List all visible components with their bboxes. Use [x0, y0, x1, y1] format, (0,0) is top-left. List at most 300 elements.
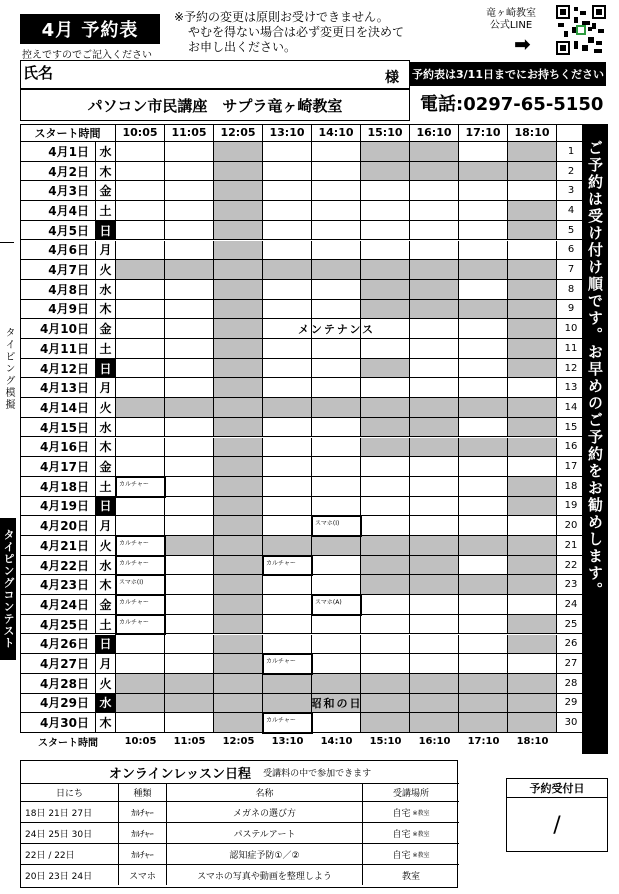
bring-deadline-banner: 予約表は3/11日までにお持ちください — [410, 62, 606, 86]
time-slot[interactable] — [361, 497, 410, 517]
time-slot[interactable] — [263, 221, 312, 241]
time-slot[interactable] — [165, 654, 214, 674]
time-slot — [165, 398, 214, 418]
time-slot[interactable] — [459, 477, 508, 497]
time-slot[interactable] — [312, 142, 361, 162]
time-slot[interactable] — [459, 359, 508, 379]
lesson-name: スマホの写真や動画を整理しよう — [167, 864, 363, 885]
time-slot — [214, 556, 263, 576]
time-slot — [361, 713, 410, 733]
row-number: 25 — [557, 615, 585, 635]
line-label-line: 公式LINE — [489, 20, 533, 31]
time-slot[interactable] — [312, 713, 361, 733]
time-slot — [214, 260, 263, 280]
time-slot — [361, 536, 410, 556]
time-slot[interactable] — [459, 516, 508, 536]
lesson-place-value: 自宅 — [392, 829, 411, 840]
row-number: 8 — [557, 280, 585, 300]
class-type-label: スマホ(I) — [119, 579, 144, 587]
time-slot[interactable] — [459, 142, 508, 162]
time-slot — [214, 654, 263, 674]
time-slot[interactable] — [459, 280, 508, 300]
weekday-cell: 日 — [96, 497, 116, 517]
time-slot[interactable] — [165, 221, 214, 241]
time-slot[interactable] — [312, 241, 361, 261]
date-cell: 4月27日 — [20, 654, 96, 674]
bottom-time-label: 13:10 — [271, 735, 304, 747]
time-slot[interactable] — [116, 635, 165, 655]
class-type-label: カルチャー — [266, 658, 296, 666]
time-slot[interactable] — [508, 457, 557, 477]
time-slot[interactable] — [116, 300, 165, 320]
time-slot[interactable] — [165, 556, 214, 576]
time-slot — [508, 201, 557, 221]
time-slot — [263, 398, 312, 418]
time-slot[interactable] — [165, 438, 214, 458]
lesson-place-note: ※教室 — [412, 851, 430, 859]
time-slot[interactable] — [312, 201, 361, 221]
lesson-name: メガネの選び方 — [167, 801, 363, 822]
time-slot[interactable] — [165, 713, 214, 733]
time-slot — [508, 398, 557, 418]
qr-code-icon[interactable] — [556, 5, 606, 55]
time-slot — [410, 556, 459, 576]
time-slot — [263, 674, 312, 694]
time-slot — [459, 713, 508, 733]
time-slot[interactable] — [361, 595, 410, 615]
time-slot — [459, 398, 508, 418]
lesson-dates: 22日 / 22日 — [21, 843, 119, 864]
time-slot[interactable] — [116, 713, 165, 733]
time-slot[interactable] — [165, 241, 214, 261]
time-header: 11:05 — [165, 124, 214, 142]
time-slot[interactable] — [263, 162, 312, 182]
time-slot[interactable] — [361, 615, 410, 635]
lesson-dates: 20日 23日 24日 — [21, 864, 119, 885]
time-slot[interactable] — [361, 201, 410, 221]
time-slot[interactable] — [165, 615, 214, 635]
notice-line-3: お申し出ください。 — [188, 40, 297, 54]
time-slot — [508, 221, 557, 241]
time-slot[interactable] — [165, 378, 214, 398]
time-slot[interactable] — [165, 339, 214, 359]
date-cell: 4月20日 — [20, 516, 96, 536]
class-slot[interactable] — [311, 515, 362, 537]
time-slot — [508, 339, 557, 359]
class-slot[interactable] — [115, 594, 166, 616]
time-header: 15:10 — [361, 124, 410, 142]
time-slot[interactable] — [361, 457, 410, 477]
time-header: 14:10 — [312, 124, 361, 142]
time-slot — [508, 615, 557, 635]
date-cell: 4月9日 — [20, 300, 96, 320]
time-slot[interactable] — [312, 181, 361, 201]
weekday-cell: 木 — [96, 575, 116, 595]
time-slot[interactable] — [116, 359, 165, 379]
time-slot[interactable] — [116, 457, 165, 477]
time-slot — [165, 674, 214, 694]
time-slot[interactable] — [165, 162, 214, 182]
time-slot[interactable] — [312, 162, 361, 182]
time-slot — [214, 300, 263, 320]
time-slot[interactable] — [459, 418, 508, 438]
time-slot[interactable] — [410, 221, 459, 241]
class-slot[interactable] — [115, 535, 166, 557]
time-slot[interactable] — [116, 516, 165, 536]
class-type-label: カルチャー — [266, 559, 296, 567]
row-number: 17 — [557, 457, 585, 477]
time-slot[interactable] — [263, 615, 312, 635]
time-slot[interactable] — [116, 142, 165, 162]
date-cell: 4月25日 — [20, 615, 96, 635]
time-slot[interactable] — [410, 615, 459, 635]
time-slot[interactable] — [263, 201, 312, 221]
date-cell: 4月18日 — [20, 477, 96, 497]
time-slot[interactable] — [508, 181, 557, 201]
class-slot[interactable] — [262, 653, 313, 675]
time-slot — [410, 438, 459, 458]
class-slot[interactable] — [115, 476, 166, 498]
time-slot[interactable] — [312, 575, 361, 595]
time-slot — [410, 300, 459, 320]
date-cell: 4月1日 — [20, 142, 96, 162]
time-slot[interactable] — [263, 575, 312, 595]
time-slot[interactable] — [410, 241, 459, 261]
time-slot[interactable] — [165, 477, 214, 497]
time-slot[interactable] — [165, 418, 214, 438]
lesson-place-value: 教室 — [401, 871, 420, 882]
time-slot[interactable] — [312, 497, 361, 517]
time-slot — [214, 516, 263, 536]
time-slot — [508, 674, 557, 694]
time-slot — [214, 241, 263, 261]
time-slot[interactable] — [116, 339, 165, 359]
time-slot[interactable] — [116, 201, 165, 221]
time-slot[interactable] — [116, 654, 165, 674]
time-slot[interactable] — [459, 378, 508, 398]
time-slot — [361, 575, 410, 595]
time-slot[interactable] — [263, 635, 312, 655]
time-slot — [459, 260, 508, 280]
time-slot — [361, 398, 410, 418]
time-slot[interactable] — [165, 359, 214, 379]
time-slot[interactable] — [312, 457, 361, 477]
time-slot — [361, 556, 410, 576]
time-slot — [214, 674, 263, 694]
time-slot[interactable] — [410, 181, 459, 201]
time-slot[interactable] — [116, 319, 165, 339]
time-slot[interactable] — [165, 280, 214, 300]
time-slot[interactable] — [263, 142, 312, 162]
reception-date-box[interactable] — [506, 778, 608, 852]
reception-date-value[interactable]: / — [553, 812, 561, 838]
time-slot[interactable] — [165, 142, 214, 162]
time-slot[interactable] — [263, 241, 312, 261]
time-slot[interactable] — [312, 418, 361, 438]
time-slot[interactable] — [459, 635, 508, 655]
time-slot[interactable] — [361, 378, 410, 398]
time-slot[interactable] — [116, 181, 165, 201]
time-header: 16:10 — [410, 124, 459, 142]
date-cell: 4月14日 — [20, 398, 96, 418]
time-slot — [214, 319, 263, 339]
online-lesson-subtitle: 受講料の中で参加できます — [263, 768, 372, 779]
class-slot[interactable] — [262, 555, 313, 577]
weekday-cell: 金 — [96, 181, 116, 201]
time-slot[interactable] — [459, 556, 508, 576]
time-slot[interactable] — [263, 516, 312, 536]
time-slot[interactable] — [459, 595, 508, 615]
time-slot[interactable] — [263, 497, 312, 517]
date-cell: 4月10日 — [20, 319, 96, 339]
weekday-cell: 火 — [96, 398, 116, 418]
time-slot — [214, 142, 263, 162]
lesson-place-value: 自宅 — [392, 808, 411, 819]
time-slot — [361, 162, 410, 182]
time-slot[interactable] — [116, 438, 165, 458]
date-cell: 4月4日 — [20, 201, 96, 221]
row-number: 24 — [557, 595, 585, 615]
time-slot[interactable] — [459, 181, 508, 201]
time-slot[interactable] — [459, 241, 508, 261]
time-slot[interactable] — [116, 280, 165, 300]
time-slot[interactable] — [263, 595, 312, 615]
time-slot[interactable] — [312, 635, 361, 655]
time-slot — [214, 398, 263, 418]
line-label — [470, 8, 552, 32]
time-slot[interactable] — [312, 339, 361, 359]
lesson-place-note: ※教室 — [412, 830, 430, 838]
weekday-cell: 土 — [96, 201, 116, 221]
time-slot — [116, 398, 165, 418]
weekday-cell: 土 — [96, 477, 116, 497]
time-slot[interactable] — [361, 635, 410, 655]
row-number: 14 — [557, 398, 585, 418]
time-slot[interactable] — [410, 635, 459, 655]
time-slot[interactable] — [410, 654, 459, 674]
row-number: 4 — [557, 201, 585, 221]
time-slot[interactable] — [410, 378, 459, 398]
lesson-place-note: ※教室 — [412, 809, 430, 817]
typing-contest-label: タイピングコンテスト — [0, 518, 16, 660]
time-slot[interactable] — [410, 516, 459, 536]
weekday-cell: 木 — [96, 438, 116, 458]
time-slot[interactable] — [116, 378, 165, 398]
time-slot[interactable] — [508, 654, 557, 674]
time-slot[interactable] — [459, 457, 508, 477]
time-slot[interactable] — [361, 516, 410, 536]
time-slot[interactable] — [410, 595, 459, 615]
row-number: 30 — [557, 713, 585, 733]
time-slot[interactable] — [410, 359, 459, 379]
time-slot[interactable] — [459, 615, 508, 635]
time-slot[interactable] — [312, 654, 361, 674]
row-number: 1 — [557, 142, 585, 162]
time-slot[interactable] — [312, 556, 361, 576]
row-number: 6 — [557, 241, 585, 261]
weekday-cell: 火 — [96, 260, 116, 280]
time-slot[interactable] — [361, 654, 410, 674]
online-col-header: 日にち — [21, 783, 119, 801]
time-slot — [508, 635, 557, 655]
class-type-label: カルチャー — [119, 618, 149, 626]
bottom-time-label: 17:10 — [467, 735, 500, 747]
time-slot[interactable] — [116, 221, 165, 241]
time-slot — [508, 142, 557, 162]
time-slot[interactable] — [361, 339, 410, 359]
weekday-cell: 土 — [96, 339, 116, 359]
lesson-type: スマホ — [119, 864, 167, 885]
time-slot — [214, 635, 263, 655]
time-slot[interactable] — [312, 615, 361, 635]
bottom-start-time-label: スタート時間 — [38, 737, 98, 749]
lesson-type: ｶﾙﾁｬｰ — [119, 822, 167, 843]
time-slot[interactable] — [263, 378, 312, 398]
time-slot[interactable] — [116, 241, 165, 261]
class-slot[interactable] — [311, 594, 362, 616]
time-slot[interactable] — [165, 595, 214, 615]
time-slot[interactable] — [312, 300, 361, 320]
time-slot[interactable] — [165, 635, 214, 655]
date-cell: 4月12日 — [20, 359, 96, 379]
time-slot[interactable] — [263, 418, 312, 438]
time-slot — [410, 418, 459, 438]
arrow-right-icon: ➡ — [514, 32, 531, 56]
weekday-cell: 月 — [96, 378, 116, 398]
time-slot[interactable] — [508, 378, 557, 398]
time-slot[interactable] — [263, 300, 312, 320]
name-field[interactable] — [20, 60, 410, 89]
weekday-cell: 火 — [96, 674, 116, 694]
time-slot[interactable] — [165, 300, 214, 320]
time-slot[interactable] — [410, 477, 459, 497]
time-slot — [214, 339, 263, 359]
bottom-time-label: 10:05 — [124, 735, 157, 747]
class-type-label: スマホ(I) — [315, 520, 340, 528]
time-slot[interactable] — [312, 280, 361, 300]
time-slot — [214, 221, 263, 241]
class-slot[interactable] — [115, 555, 166, 577]
time-slot[interactable] — [410, 457, 459, 477]
time-slot[interactable] — [361, 181, 410, 201]
time-slot[interactable] — [410, 339, 459, 359]
time-slot[interactable] — [263, 477, 312, 497]
weekday-cell: 日 — [96, 635, 116, 655]
time-slot[interactable] — [165, 319, 214, 339]
lesson-place — [363, 843, 459, 864]
time-slot — [361, 359, 410, 379]
time-slot[interactable] — [263, 359, 312, 379]
online-lesson-table — [20, 760, 458, 888]
time-slot[interactable] — [312, 359, 361, 379]
time-slot[interactable] — [116, 497, 165, 517]
time-slot — [508, 319, 557, 339]
weekday-cell: 土 — [96, 615, 116, 635]
row-number: 28 — [557, 674, 585, 694]
time-slot[interactable] — [116, 418, 165, 438]
date-cell: 4月22日 — [20, 556, 96, 576]
time-slot[interactable] — [312, 438, 361, 458]
time-slot — [214, 162, 263, 182]
date-cell: 4月17日 — [20, 457, 96, 477]
time-slot[interactable] — [312, 378, 361, 398]
typing-mock-label: タイピング模擬 — [3, 327, 14, 411]
time-slot[interactable] — [459, 497, 508, 517]
class-slot[interactable] — [115, 614, 166, 636]
row-number: 2 — [557, 162, 585, 182]
time-slot[interactable] — [165, 516, 214, 536]
date-cell: 4月13日 — [20, 378, 96, 398]
bottom-time-label: 18:10 — [516, 735, 549, 747]
weekday-cell: 金 — [96, 457, 116, 477]
time-slot[interactable] — [165, 201, 214, 221]
time-slot — [214, 477, 263, 497]
time-slot[interactable] — [508, 595, 557, 615]
time-slot[interactable] — [361, 477, 410, 497]
time-slot[interactable] — [459, 201, 508, 221]
date-cell: 4月7日 — [20, 260, 96, 280]
time-slot[interactable] — [263, 181, 312, 201]
time-slot[interactable] — [263, 339, 312, 359]
time-slot[interactable] — [410, 319, 459, 339]
date-cell: 4月29日 — [20, 694, 96, 714]
class-slot[interactable] — [115, 574, 166, 596]
time-slot — [214, 181, 263, 201]
time-slot[interactable] — [263, 457, 312, 477]
time-slot[interactable] — [508, 516, 557, 536]
time-slot[interactable] — [410, 497, 459, 517]
time-slot — [508, 575, 557, 595]
time-slot[interactable] — [165, 457, 214, 477]
time-slot[interactable] — [312, 221, 361, 241]
date-cell: 4月24日 — [20, 595, 96, 615]
time-slot — [459, 162, 508, 182]
time-slot[interactable] — [165, 575, 214, 595]
row-number: 12 — [557, 359, 585, 379]
time-slot[interactable] — [165, 181, 214, 201]
time-slot[interactable] — [410, 201, 459, 221]
time-slot[interactable] — [116, 162, 165, 182]
time-slot[interactable] — [459, 319, 508, 339]
time-slot[interactable] — [165, 497, 214, 517]
time-slot[interactable] — [263, 438, 312, 458]
time-slot[interactable] — [361, 241, 410, 261]
time-slot — [508, 280, 557, 300]
class-slot[interactable] — [262, 712, 313, 734]
time-slot[interactable] — [361, 221, 410, 241]
time-slot[interactable] — [459, 339, 508, 359]
lesson-type: ｶﾙﾁｬｰ — [119, 843, 167, 864]
time-slot[interactable] — [508, 241, 557, 261]
row-number: 27 — [557, 654, 585, 674]
lesson-dates: 18日 21日 27日 — [21, 801, 119, 822]
online-lesson-title: オンラインレッスン日程 — [108, 766, 252, 782]
weekday-cell: 日 — [96, 359, 116, 379]
time-slot — [410, 713, 459, 733]
time-slot[interactable] — [459, 654, 508, 674]
class-type-label: カルチャー — [119, 599, 149, 607]
class-type-label: スマホ(A) — [315, 599, 342, 607]
phone-number: 電話:0297-65-5150 — [420, 94, 604, 115]
date-cell: 4月26日 — [20, 635, 96, 655]
time-slot[interactable] — [263, 280, 312, 300]
notice-line-1: ※予約の変更は原則お受けできません。 — [174, 10, 389, 24]
time-slot — [214, 595, 263, 615]
date-cell: 4月8日 — [20, 280, 96, 300]
time-slot[interactable] — [459, 221, 508, 241]
time-slot[interactable] — [312, 477, 361, 497]
weekday-cell: 木 — [96, 713, 116, 733]
